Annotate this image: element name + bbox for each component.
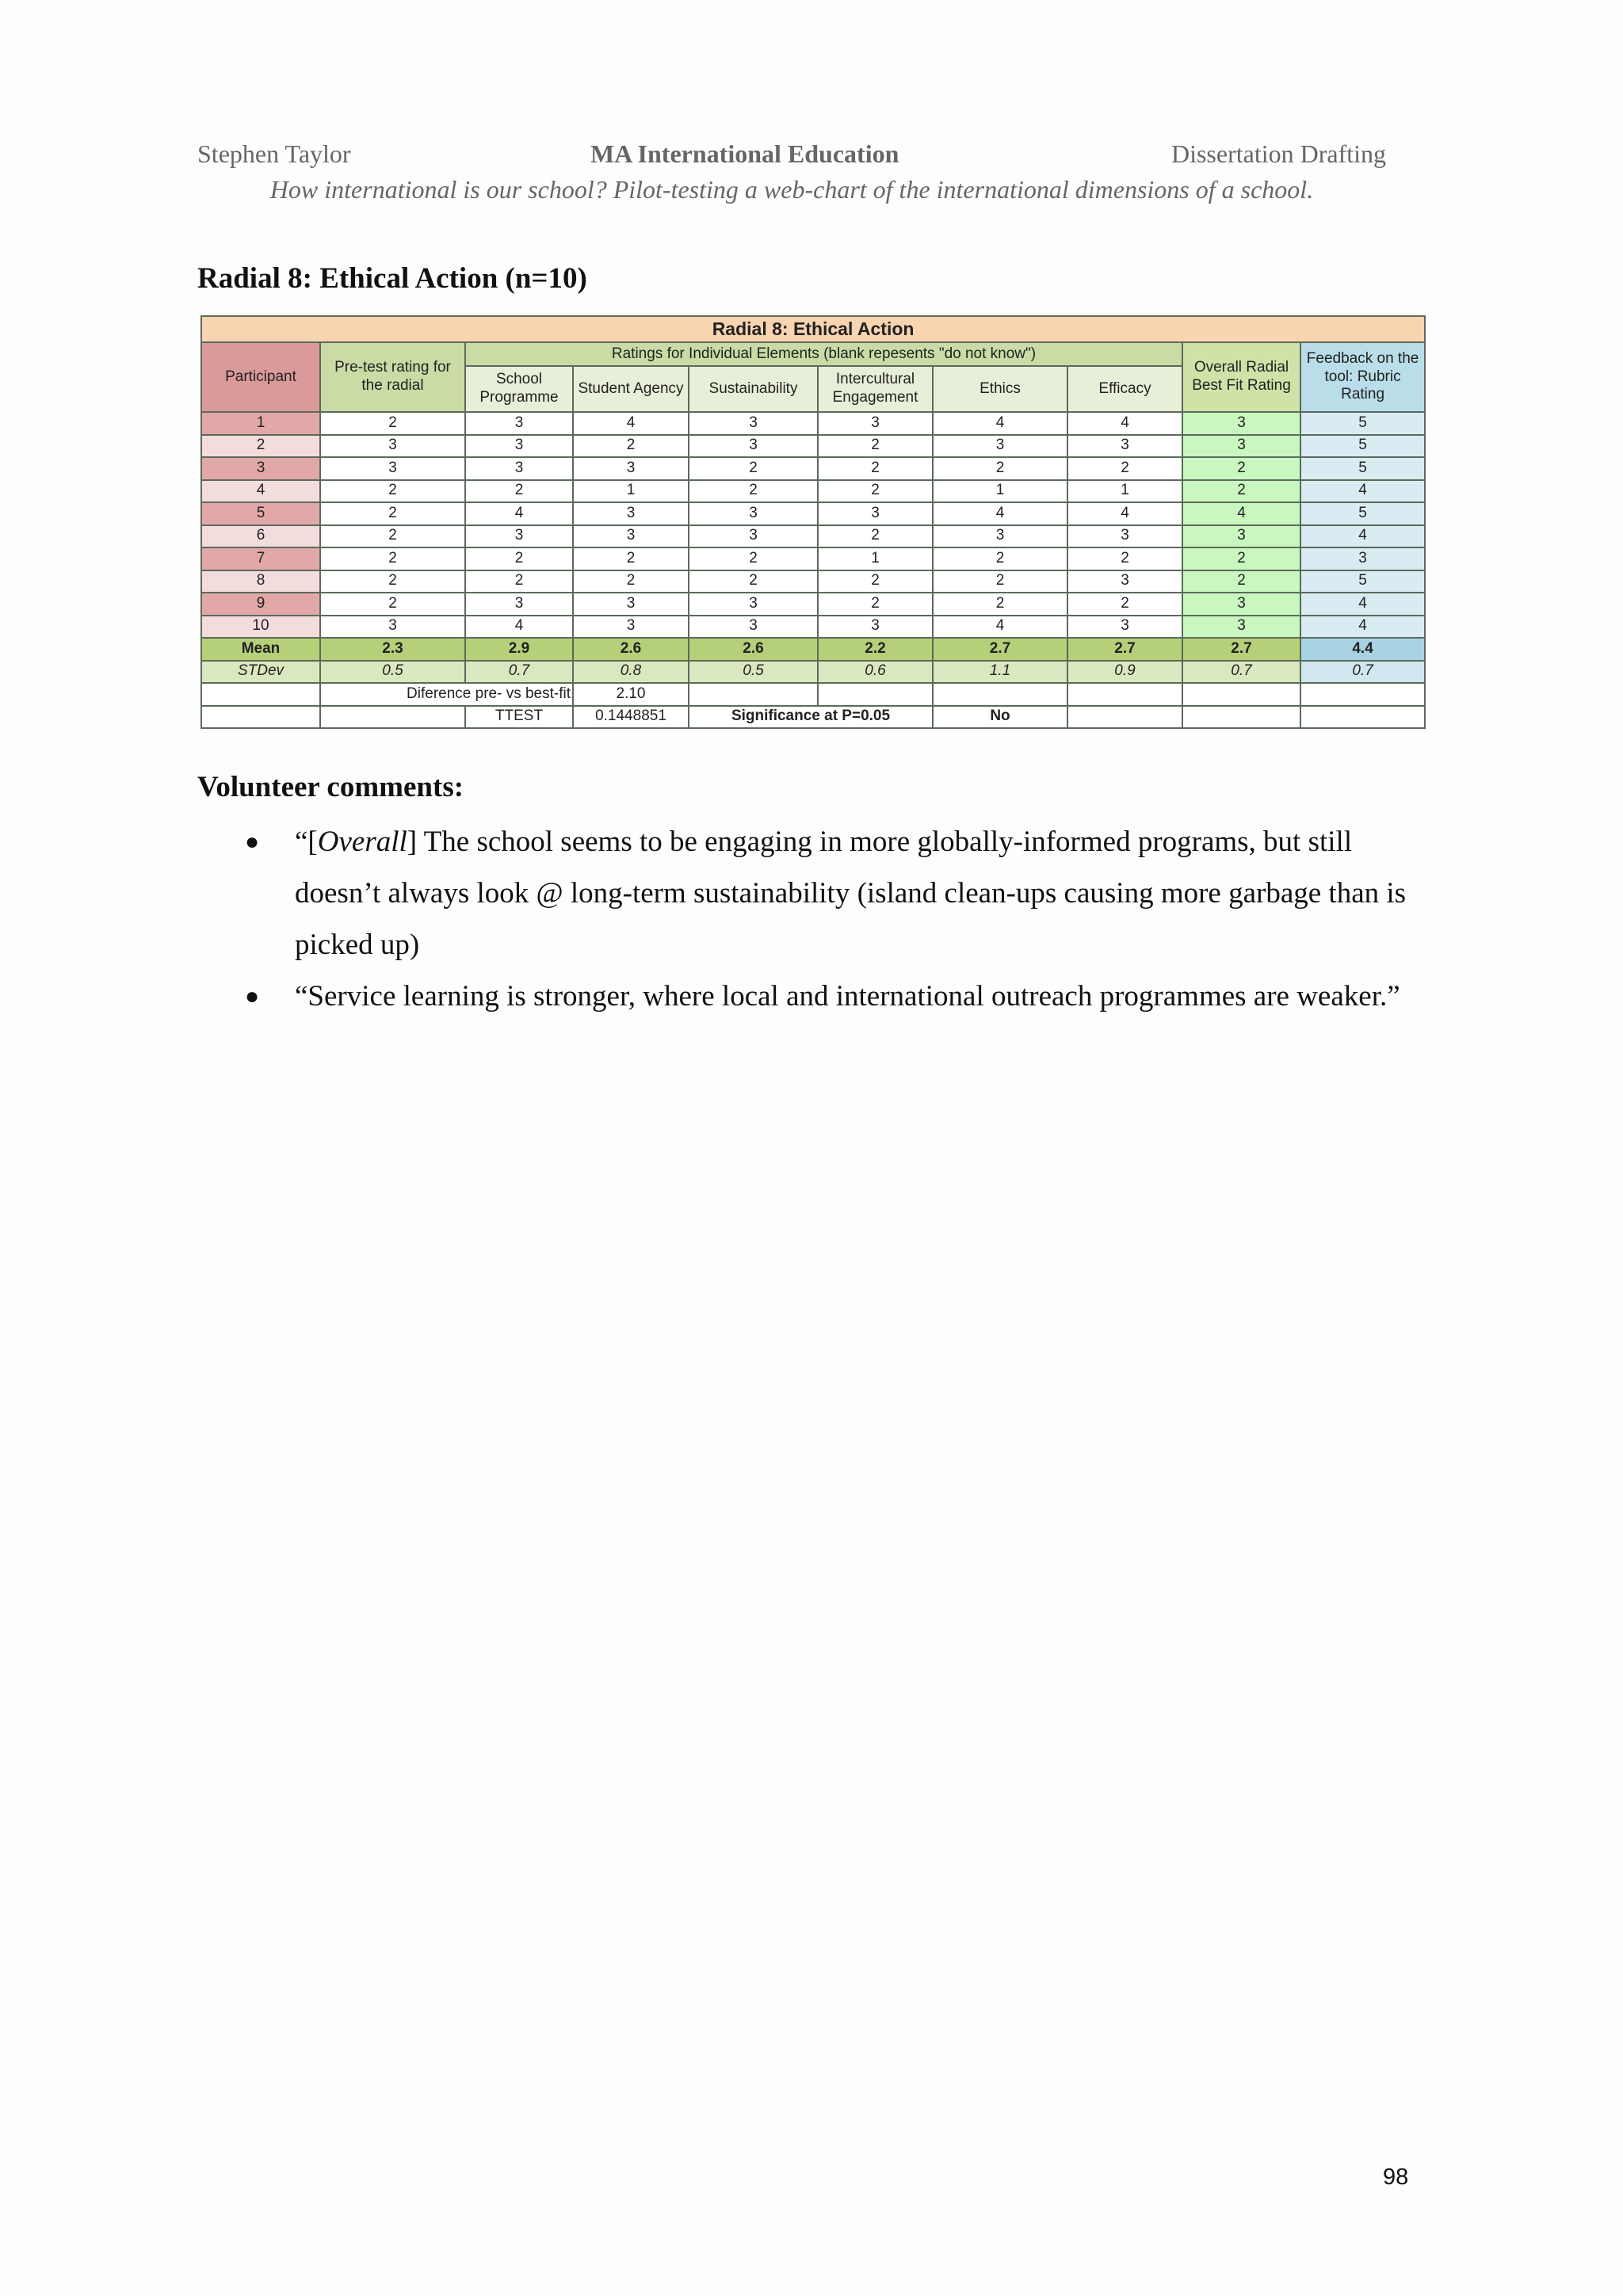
header-subtitle: How international is our school? Pilot-testing a web-chart of the international dimensions of a school.: [269, 175, 1314, 204]
table-cell: 3: [465, 593, 573, 616]
table-row: [201, 570, 1425, 593]
table-cell: 3: [1182, 525, 1300, 548]
table-cell: 5: [1300, 412, 1425, 435]
significance-value: No: [933, 706, 1067, 729]
table-row: [201, 525, 1425, 548]
table-cell: 2: [689, 547, 818, 570]
table-cell: [818, 683, 933, 706]
table-cell: 3: [465, 412, 573, 435]
table-cell: 2: [320, 412, 465, 435]
table-cell: 3: [1182, 412, 1300, 435]
table-cell: 2: [1067, 593, 1182, 616]
table-cell: 2: [818, 435, 933, 458]
table-row: [201, 616, 1425, 639]
table-cell: 2: [465, 480, 573, 503]
difference-row: [201, 683, 1425, 706]
comment-text: ] The school seems to be engaging in more globally-informed programs, but still doesn’t always look @ long-term sustainability (island clean-ups causing more garbage than is picked up): [295, 826, 1407, 961]
table-cell: 2: [1067, 457, 1182, 480]
comment-item: [197, 816, 1426, 971]
table-row: [201, 480, 1425, 503]
table-cell: 2.6: [573, 638, 689, 661]
table-cell: [933, 683, 1067, 706]
table-cell: 0.7: [1182, 661, 1300, 684]
participant-id-cell: 5: [201, 502, 320, 525]
table-cell: 3: [573, 593, 689, 616]
comments-title: Volunteer comments:: [197, 771, 464, 803]
header-programme: MA International Education: [590, 139, 899, 168]
table-cell: 2: [818, 525, 933, 548]
table-cell: 2: [573, 547, 689, 570]
table-cell: 2: [1067, 547, 1182, 570]
comment-emphasis: Overall: [317, 826, 407, 858]
table-cell: 1: [573, 480, 689, 503]
table-cell: 3: [1067, 525, 1182, 548]
table-cell: 2: [573, 435, 689, 458]
table-row: [201, 547, 1425, 570]
table-cell: 2: [320, 525, 465, 548]
table-cell: [1182, 706, 1300, 729]
table-cell: 3: [1182, 593, 1300, 616]
table-cell: 2: [1182, 547, 1300, 570]
participant-id-cell: 2: [201, 435, 320, 458]
table-title: Radial 8: Ethical Action: [201, 316, 1425, 342]
table-cell: 3: [465, 525, 573, 548]
bullet-icon: ●: [245, 983, 260, 1009]
table-row: [201, 412, 1425, 435]
table-cell: 3: [689, 616, 818, 639]
elements-subheader: Ratings for Individual Elements (blank repesents "do not know"): [465, 342, 1182, 366]
table-cell: [1300, 706, 1425, 729]
table-cell: 0.7: [1300, 661, 1425, 684]
table-cell: 3: [1067, 616, 1182, 639]
table-cell: 2: [933, 593, 1067, 616]
table-cell: 3: [573, 457, 689, 480]
col-header-school-programme: School Programme: [465, 366, 573, 412]
table-cell: 3: [573, 616, 689, 639]
page-header: [197, 139, 1386, 174]
table-cell: 2: [818, 480, 933, 503]
table-cell: 1: [933, 480, 1067, 503]
table-row: [201, 502, 1425, 525]
table-cell: 3: [1182, 616, 1300, 639]
table-cell: 0.6: [818, 661, 933, 684]
table-cell: 3: [573, 502, 689, 525]
table-cell: 2: [818, 457, 933, 480]
table-cell: 5: [1300, 457, 1425, 480]
header-doc-type: Dissertation Drafting: [1170, 139, 1386, 168]
table-cell: 3: [465, 435, 573, 458]
table-cell: 0.5: [689, 661, 818, 684]
table-cell: 3: [1182, 435, 1300, 458]
col-header-participant: Participant: [201, 342, 320, 412]
ttest-row: [201, 706, 1425, 729]
table-cell: 4: [1182, 502, 1300, 525]
ratings-table-image: [200, 315, 1424, 753]
table-cell: 3: [933, 525, 1067, 548]
table-cell: 4: [933, 502, 1067, 525]
table-cell: 2: [1182, 457, 1300, 480]
table-cell: 5: [1300, 570, 1425, 593]
bullet-icon: ●: [245, 829, 260, 855]
table-cell: 4: [933, 412, 1067, 435]
table-cell: 4: [1300, 593, 1425, 616]
table-cell: 3: [689, 502, 818, 525]
table-cell: 4: [1300, 480, 1425, 503]
ratings-table: [200, 315, 1426, 729]
table-cell: 2: [465, 547, 573, 570]
table-cell: 3: [320, 616, 465, 639]
difference-value: 2.10: [573, 683, 689, 706]
table-cell: [1300, 683, 1425, 706]
table-cell: 4: [465, 502, 573, 525]
table-cell: 2: [1182, 480, 1300, 503]
table-cell: 2: [933, 457, 1067, 480]
participant-id-cell: 8: [201, 570, 320, 593]
participant-id-cell: 7: [201, 547, 320, 570]
col-header-overall: Overall Radial Best Fit Rating: [1182, 342, 1300, 412]
table-cell: 3: [818, 502, 933, 525]
table-cell: 3: [573, 525, 689, 548]
table-cell: 0.8: [573, 661, 689, 684]
table-cell: 4: [1067, 412, 1182, 435]
table-cell: 2: [320, 547, 465, 570]
table-cell: 2: [320, 570, 465, 593]
table-cell: 4: [573, 412, 689, 435]
col-header-pretest: Pre-test rating for the radial: [320, 342, 465, 412]
col-header-feedback: Feedback on the tool: Rubric Rating: [1300, 342, 1425, 412]
difference-label: Diference pre- vs best-fit: [320, 683, 573, 706]
table-row: [201, 435, 1425, 458]
participant-id-cell: 10: [201, 616, 320, 639]
table-cell: 4.4: [1300, 638, 1425, 661]
table-cell: [1067, 683, 1182, 706]
header-author: Stephen Taylor: [197, 139, 351, 168]
table-cell: 3: [1300, 547, 1425, 570]
table-cell: STDev: [201, 661, 320, 684]
comment-text: “Service learning is stronger, where local and international outreach programmes are weaker.”: [295, 980, 1400, 1013]
table-cell: 3: [465, 457, 573, 480]
table-cell: [1067, 706, 1182, 729]
table-cell: Mean: [201, 638, 320, 661]
table-cell: 4: [933, 616, 1067, 639]
ttest-value: 0.1448851: [573, 706, 689, 729]
table-cell: 2: [320, 593, 465, 616]
section-title: Radial 8: Ethical Action (n=10): [197, 262, 587, 295]
table-cell: 2: [818, 593, 933, 616]
table-cell: 0.9: [1067, 661, 1182, 684]
col-header-efficacy: Efficacy: [1067, 366, 1182, 412]
col-header-student-agency: Student Agency: [573, 366, 689, 412]
table-cell: 3: [818, 412, 933, 435]
table-row: [201, 593, 1425, 616]
ttest-label: TTEST: [465, 706, 573, 729]
table-cell: 1: [1067, 480, 1182, 503]
mean-row: [201, 638, 1425, 661]
stdev-row: [201, 661, 1425, 684]
table-cell: 3: [689, 412, 818, 435]
col-header-intercultural-engagement: Intercultural Engagement: [818, 366, 933, 412]
table-cell: [201, 706, 320, 729]
table-cell: 2: [818, 570, 933, 593]
page-number: 98: [1383, 2164, 1409, 2190]
table-cell: 3: [1067, 435, 1182, 458]
table-cell: 5: [1300, 435, 1425, 458]
table-cell: 1.1: [933, 661, 1067, 684]
significance-label: Significance at P=0.05: [689, 706, 933, 729]
table-cell: 3: [689, 435, 818, 458]
table-cell: 3: [320, 457, 465, 480]
table-cell: 4: [1300, 616, 1425, 639]
table-cell: 2: [573, 570, 689, 593]
table-cell: 2: [320, 502, 465, 525]
table-cell: 3: [1067, 570, 1182, 593]
participant-id-cell: 9: [201, 593, 320, 616]
table-cell: [320, 706, 465, 729]
table-row: [201, 457, 1425, 480]
table-cell: 2.7: [1182, 638, 1300, 661]
table-cell: 3: [689, 593, 818, 616]
table-cell: [689, 683, 818, 706]
table-cell: 2.7: [1067, 638, 1182, 661]
table-cell: 3: [818, 616, 933, 639]
table-body: [201, 412, 1425, 638]
table-cell: 2: [689, 480, 818, 503]
table-cell: 2.9: [465, 638, 573, 661]
col-header-ethics: Ethics: [933, 366, 1067, 412]
table-cell: 3: [689, 525, 818, 548]
table-cell: 2: [933, 547, 1067, 570]
comment-item: [197, 971, 1426, 1022]
table-cell: 4: [1067, 502, 1182, 525]
participant-id-cell: 1: [201, 412, 320, 435]
table-cell: 0.7: [465, 661, 573, 684]
table-cell: 4: [465, 616, 573, 639]
table-cell: 2: [1182, 570, 1300, 593]
comment-open: “[: [295, 826, 318, 858]
participant-id-cell: 6: [201, 525, 320, 548]
table-cell: 2: [465, 570, 573, 593]
table-cell: 3: [933, 435, 1067, 458]
table-cell: 5: [1300, 502, 1425, 525]
table-cell: 2.2: [818, 638, 933, 661]
participant-id-cell: 3: [201, 457, 320, 480]
col-header-sustainability: Sustainability: [689, 366, 818, 412]
table-cell: 2: [689, 570, 818, 593]
table-cell: [201, 683, 320, 706]
table-cell: 3: [320, 435, 465, 458]
table-cell: 2.3: [320, 638, 465, 661]
participant-id-cell: 4: [201, 480, 320, 503]
table-cell: 2.6: [689, 638, 818, 661]
table-cell: 2.7: [933, 638, 1067, 661]
table-cell: 2: [933, 570, 1067, 593]
table-cell: 1: [818, 547, 933, 570]
table-cell: 2: [320, 480, 465, 503]
comments-list: [197, 816, 1426, 1022]
table-cell: 2: [689, 457, 818, 480]
table-cell: 0.5: [320, 661, 465, 684]
table-cell: [1182, 683, 1300, 706]
table-cell: 4: [1300, 525, 1425, 548]
